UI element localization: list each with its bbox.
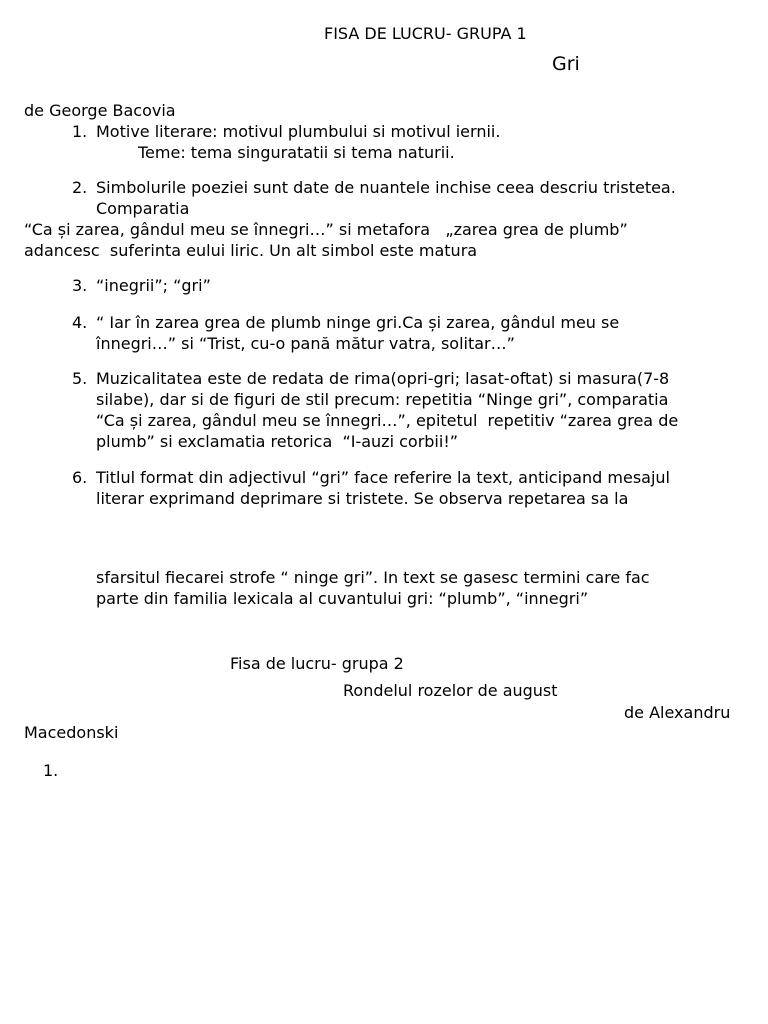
list-item-text: parte din familia lexicala al cuvantului gri: “plumb”, “innegri” [96, 589, 589, 608]
list-item-text: sfarsitul fiecarei strofe “ ninge gri”. In text se gasesc termini care fac [96, 568, 650, 587]
list-item-text: plumb” si exclamatia retorica “I-auzi corbii!” [96, 432, 459, 451]
list-item-text: Simbolurile poeziei sunt date de nuantele inchise ceea descriu tristetea. [96, 178, 676, 197]
list-item-text: Teme: tema singuratatii si tema naturii. [138, 143, 455, 162]
list-item-text: înnegri…” si “Trist, cu-o pană mătur vatra, solitar…” [96, 334, 515, 353]
list-item-number: 6. [72, 468, 88, 487]
group2-author-line-cont: Macedonski [24, 723, 119, 742]
list-item-text: “ Iar în zarea grea de plumb ninge gri.Ca și zarea, gândul meu se [96, 313, 620, 332]
list-item-text: “Ca și zarea, gândul meu se înnegri…” si metafora „zarea grea de plumb” [24, 220, 628, 239]
poem-title: Gri [552, 53, 580, 75]
list-item-text: “Ca și zarea, gândul meu se înnegri…”, epitetul repetitiv “zarea grea de [96, 411, 679, 430]
list-item-number: 2. [72, 178, 88, 197]
list-item-text: Comparatia [96, 199, 190, 218]
author-line: de George Bacovia [24, 101, 176, 120]
group2-author-line: de Alexandru [624, 703, 731, 722]
group2-list-item-number: 1. [43, 761, 59, 780]
list-item-number: 1. [72, 122, 88, 141]
list-item-text: Motive literare: motivul plumbului si motivul iernii. [96, 122, 501, 141]
list-item-number: 5. [72, 369, 88, 388]
list-item-text: Titlul format din adjectivul “gri” face referire la text, anticipand mesajul [96, 468, 670, 487]
group2-title: Fisa de lucru- grupa 2 [230, 654, 404, 673]
group2-poem-title: Rondelul rozelor de august [343, 681, 558, 700]
list-item-number: 3. [72, 276, 88, 295]
list-item-text: silabe), dar si de figuri de stil precum: repetitia “Ninge gri”, comparatia [96, 390, 669, 409]
list-item-text: literar exprimand deprimare si tristete. Se observa repetarea sa la [96, 489, 629, 508]
list-item-text: Muzicalitatea este de redata de rima(opri-gri; lasat-oftat) si masura(7-8 [96, 369, 670, 388]
list-item-number: 4. [72, 313, 88, 332]
list-item-text: adancesc suferinta eului liric. Un alt simbol este matura [24, 241, 478, 260]
worksheet-title: FISA DE LUCRU- GRUPA 1 [324, 24, 527, 43]
list-item-text: “inegrii”; “gri” [96, 276, 211, 295]
